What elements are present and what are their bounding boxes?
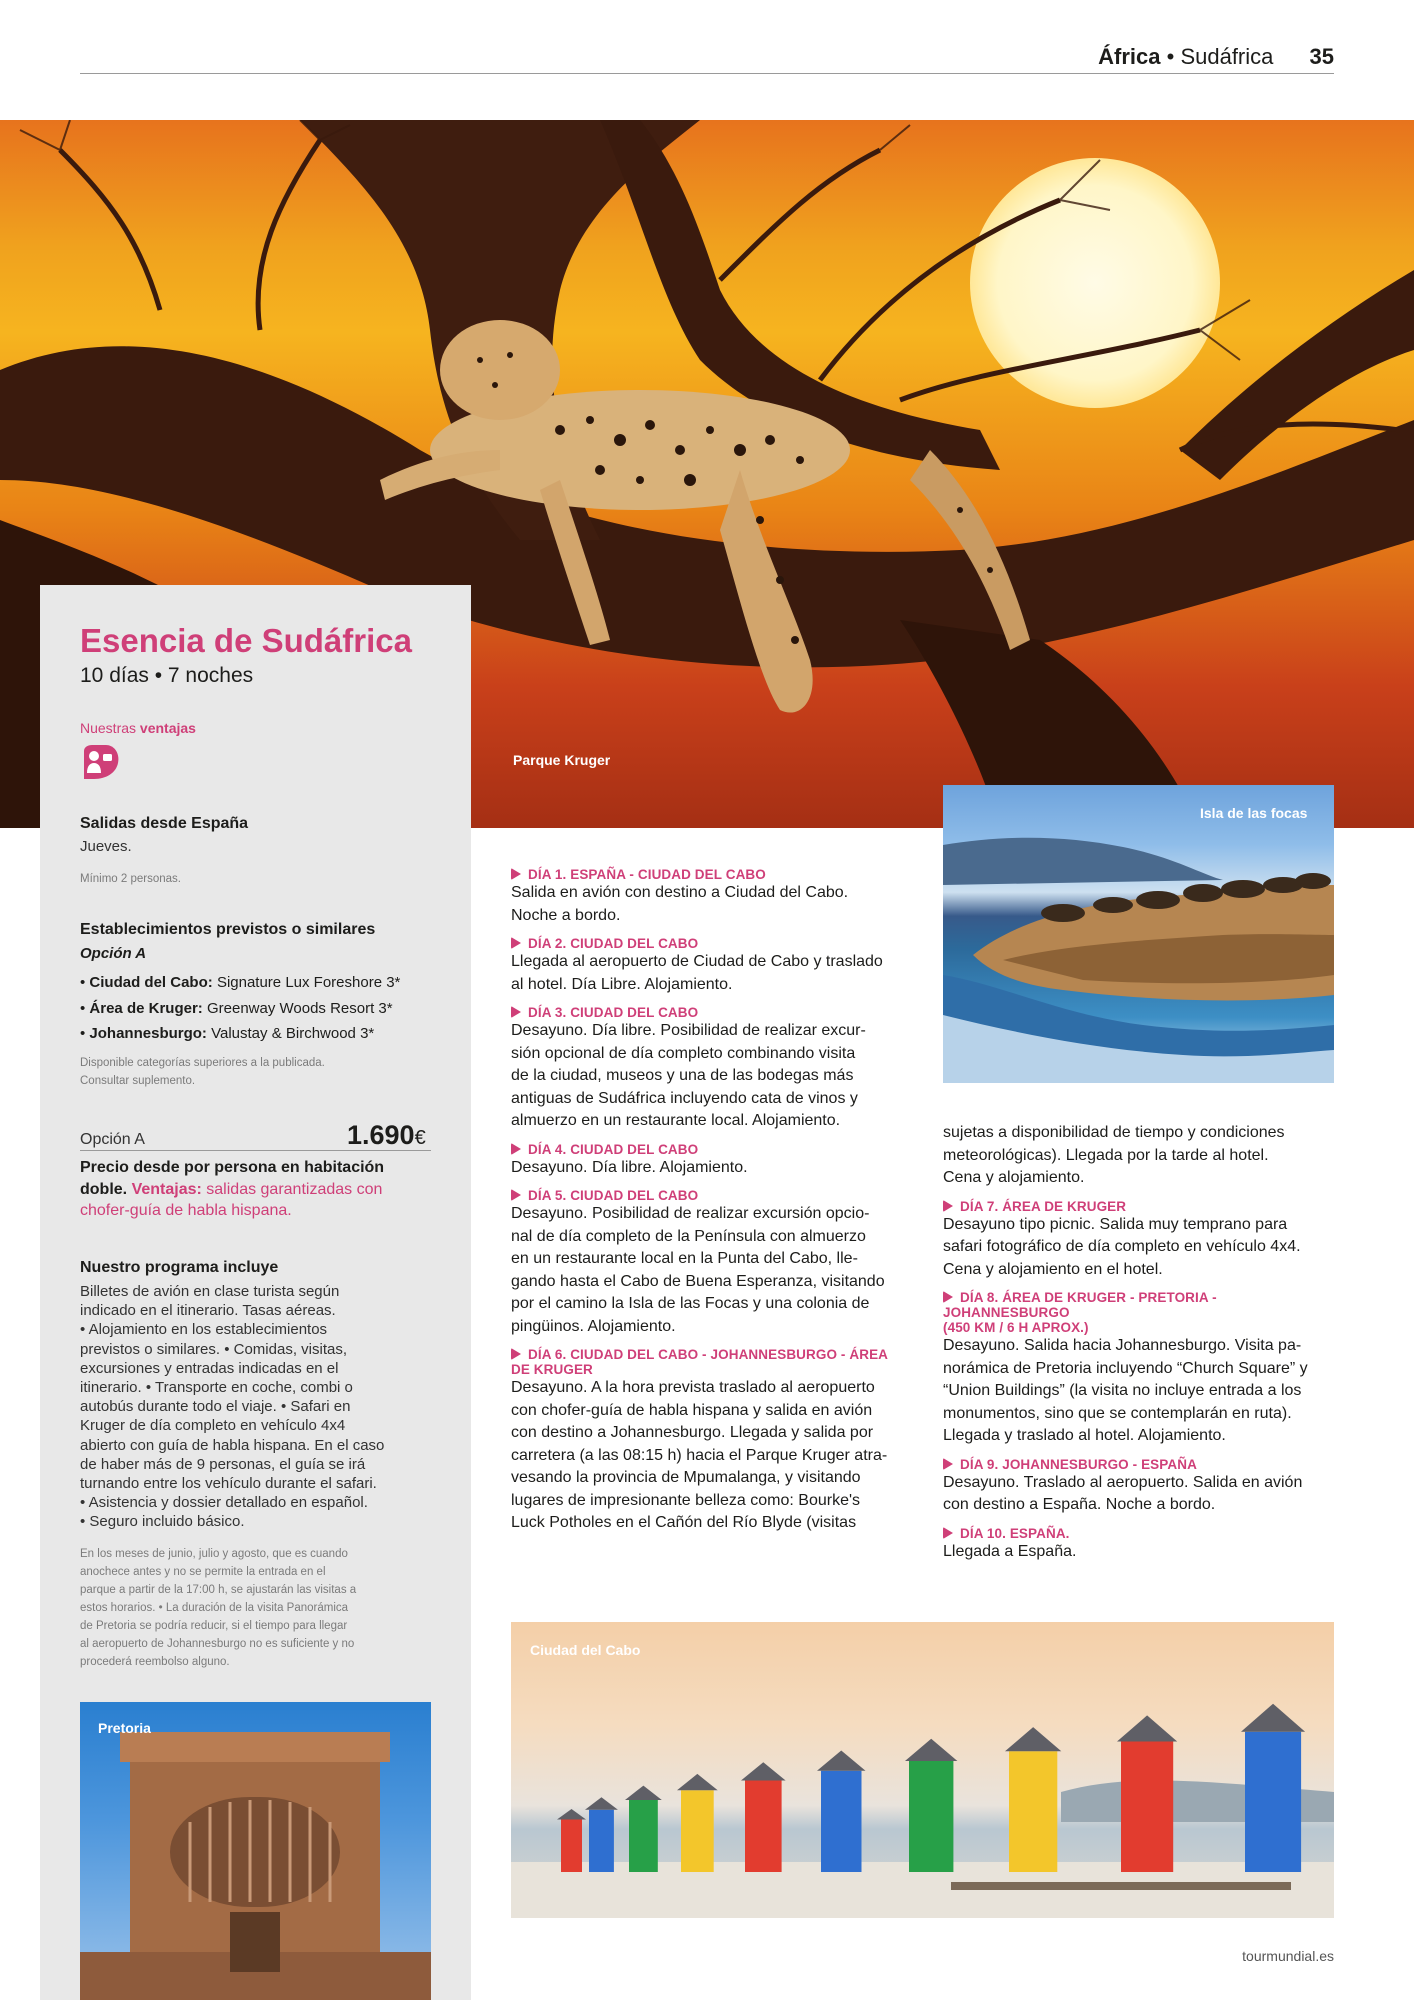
beach-hut-roof	[1005, 1727, 1061, 1751]
day-text-line: Cena y alojamiento en el hotel.	[943, 1260, 1163, 1278]
beach-hut-roof	[625, 1786, 662, 1800]
day-text-line: “Union Buildings” (la visita no incluye entrada a los	[943, 1382, 1302, 1399]
beach-hut-roof	[905, 1739, 957, 1761]
ventajas-label-part1: Nuestras	[80, 720, 137, 736]
price-desc-line: Precio desde por persona en habitación	[80, 1159, 385, 1176]
incluye-line: previstos o similares. • Comidas, visitas,	[80, 1340, 347, 1358]
itinerary-day	[943, 1526, 1338, 1564]
beach-hut	[821, 1771, 862, 1872]
note-line: de Pretoria se podría reducir, si el tiempo para llegar	[80, 1620, 348, 1632]
option-label: Opción A	[80, 945, 147, 962]
day-text-line: Noche a bordo.	[511, 906, 621, 924]
day-text	[943, 1541, 1338, 1564]
day-text-line: con destino a Johannesburgo. Llegada y salida por	[511, 1424, 874, 1441]
header-separator: •	[1166, 44, 1175, 69]
day-text	[943, 1335, 1338, 1448]
hotel-name: Greenway Woods Resort 3*	[206, 999, 393, 1017]
day-text-line: Desayuno. Salida hacia Johannesburgo. Visita pa-	[943, 1337, 1302, 1354]
itinerary-column-2	[943, 1122, 1338, 1572]
disponible-note	[80, 1054, 325, 1090]
header-rule	[80, 73, 1334, 74]
beach-hut-roof	[1241, 1704, 1305, 1732]
page-number: 35	[1309, 44, 1334, 69]
trip-title: Esencia de Sudáfrica	[80, 622, 412, 659]
hotel-list	[80, 970, 400, 1047]
day-heading-cont: (450 KM / 6 H APROX.)	[943, 1320, 1089, 1335]
seal-rocks-illustration	[943, 785, 1334, 1083]
pretoria-caption: Pretoria	[98, 1720, 151, 1736]
day-text	[511, 882, 906, 927]
beach-hut	[1121, 1742, 1173, 1873]
day-6-continuation	[943, 1122, 1338, 1190]
day-text-line: Luck Potholes en el Cañón del Río Blyde (visitas	[511, 1514, 857, 1531]
day-text-line: monumentos, sino que se contemplarán en ruta).	[943, 1404, 1292, 1422]
visit-note	[80, 1545, 356, 1671]
day-text-line: de la ciudad, museos y una de las bodegas más	[511, 1067, 854, 1084]
seal-caption: Isla de las focas	[1200, 805, 1308, 821]
note-line: al aeropuerto de Johannesburgo no es suficiente y no	[80, 1638, 355, 1650]
itinerary-day	[511, 1347, 906, 1535]
bullet-triangle-icon	[511, 1143, 521, 1155]
disponible-line: Disponible categorías superiores a la publicada.	[80, 1057, 325, 1069]
price-option: Opción A	[80, 1131, 145, 1148]
seal-island-photo	[943, 785, 1334, 1083]
day-text-line: Desayuno tipo picnic. Salida muy temprano para	[943, 1215, 1288, 1233]
day-text-line: con destino a España. Noche a bordo.	[943, 1496, 1216, 1513]
beach-hut-roof	[557, 1809, 586, 1820]
incluye-line: • Seguro incluido básico.	[80, 1513, 245, 1531]
day-text-line: sión opcional de día completo combinando visita	[511, 1044, 856, 1062]
beach-hut-roof	[817, 1751, 866, 1771]
disponible-line: Consultar suplemento.	[80, 1075, 196, 1087]
day-heading: DÍA 2. CIUDAD DEL CABO	[511, 936, 906, 951]
day-heading: DÍA 6. CIUDAD DEL CABO - JOHANNESBURGO - ÁREA	[511, 1347, 906, 1362]
beach-hut	[745, 1781, 782, 1873]
incluye-line: abierto con guía de habla hispana. En el caso	[80, 1436, 385, 1454]
hotel-item: • Área de Kruger: Greenway Woods Resort 3*	[80, 999, 393, 1017]
day-heading: DÍA 9. JOHANNESBURGO - ESPAÑA	[943, 1457, 1338, 1472]
bullet-triangle-icon	[511, 1348, 521, 1360]
note-line: En los meses de junio, julio y agosto, que es cuando	[80, 1548, 348, 1560]
price-description	[80, 1157, 384, 1222]
itinerary-day	[943, 1199, 1338, 1282]
day-text-line: nal de día completo de la Península con almuerzo	[511, 1227, 866, 1245]
price-desc-line: doble.	[80, 1180, 128, 1198]
itinerary-day	[943, 1457, 1338, 1517]
page-header	[1098, 44, 1334, 70]
incluye-line: turnando entre los vehículo durante el safari.	[80, 1475, 377, 1493]
beach-hut	[681, 1790, 714, 1872]
day-text	[511, 1020, 906, 1133]
day-text	[511, 951, 906, 996]
price-value	[347, 1120, 426, 1151]
day-text-line: antiguas de Sudáfrica incluyendo cata de vinos y	[511, 1089, 858, 1107]
day-text-line: Llegada al aeropuerto de Ciudad de Cabo y traslado	[511, 953, 883, 970]
bullet-triangle-icon	[943, 1291, 953, 1303]
day-text-line: con chofer-guía de habla hispana y salida en avión	[511, 1401, 873, 1419]
day-heading: DÍA 5. CIUDAD DEL CABO	[511, 1188, 906, 1203]
day-heading: DÍA 4. CIUDAD DEL CABO	[511, 1142, 906, 1157]
beach-hut-roof	[1117, 1715, 1177, 1741]
incluye-line: Billetes de avión en clase turista según	[80, 1283, 340, 1300]
hotel-city: Johannesburgo:	[89, 1025, 207, 1042]
day-text-line: Desayuno. Día libre. Alojamiento.	[511, 1158, 748, 1176]
itinerary-day	[511, 1142, 906, 1180]
day-text-line: Cena y alojamiento.	[943, 1169, 1085, 1186]
beach-hut-roof	[585, 1797, 618, 1809]
day-heading-cont: DE KRUGER	[511, 1362, 593, 1377]
voortrekker-monument-illustration	[80, 1702, 431, 2000]
note-line: anochece antes y no se permite la entrada en el	[80, 1566, 326, 1578]
incluye-line: autobús durante todo el viaje. • Safari en	[80, 1398, 351, 1416]
day-text-line: Desayuno. A la hora prevista traslado al aeropuerto	[511, 1379, 875, 1396]
day-text-line: Desayuno. Día libre. Posibilidad de realizar excur-	[511, 1022, 866, 1039]
beach-hut	[1009, 1751, 1057, 1872]
beach-hut	[1245, 1732, 1301, 1872]
note-line: procederá reembolso alguno.	[80, 1656, 230, 1668]
establecimientos-title: Establecimientos previstos o similares	[80, 921, 376, 938]
beach-hut	[909, 1761, 953, 1872]
hotel-city: Área de Kruger:	[89, 999, 203, 1017]
ventajas-bold: Ventajas:	[131, 1180, 202, 1198]
hero-caption: Parque Kruger	[513, 752, 611, 768]
day-text-line: Llegada a España.	[943, 1542, 1077, 1560]
itinerary-day	[511, 867, 906, 927]
day-heading: DÍA 1. ESPAÑA - CIUDAD DEL CABO	[511, 867, 906, 882]
day-text	[511, 1377, 906, 1535]
day-heading: DÍA 8. ÁREA DE KRUGER - PRETORIA - JOHANNESBURGO	[943, 1290, 1217, 1320]
country-label: Sudáfrica	[1180, 44, 1274, 69]
day-text-line: lugares de impresionante belleza como: Bourke's	[511, 1491, 861, 1509]
hotel-name: Signature Lux Foreshore 3*	[216, 974, 401, 991]
itinerary-day	[511, 1188, 906, 1338]
day-text-line: gando hasta el Cabo de Buena Esperanza, visitando	[511, 1272, 885, 1290]
cape-town-beach-huts-photo	[511, 1622, 1334, 1918]
day-text-line: meteorológicas). Llegada por la tarde al hotel.	[943, 1146, 1269, 1164]
day-text-line: norámica de Pretoria incluyendo “Church Square” y	[943, 1359, 1308, 1377]
day-text-line: carretera (a las 08:15 h) hacia el Parque Kruger atra-	[511, 1446, 888, 1464]
bullet-triangle-icon	[943, 1200, 953, 1212]
day-text-line: vesando la provincia de Mpumalanga, y visitando	[511, 1469, 861, 1486]
incluye-line: indicado en el itinerario. Tasas aéreas.	[80, 1302, 336, 1320]
ventajas-text: chofer-guía de habla hispana.	[80, 1202, 292, 1219]
day-heading: DÍA 3. CIUDAD DEL CABO	[511, 1005, 906, 1020]
day-text	[511, 1157, 906, 1180]
day-text	[511, 1203, 906, 1338]
day-text-line: almuerzo en un restaurante local. Alojamiento.	[511, 1112, 841, 1129]
day-heading: DÍA 10. ESPAÑA.	[943, 1526, 1338, 1541]
day-text-line: al hotel. Día Libre. Alojamiento.	[511, 975, 733, 993]
region-label: África	[1098, 44, 1161, 69]
ventajas-label-part2: ventajas	[139, 720, 196, 736]
incluye-line: excursiones y entradas indicadas en el	[80, 1359, 339, 1377]
day-text-line: pingüinos. Alojamiento.	[511, 1317, 676, 1335]
note-line: parque a partir de la 17:00 h, se ajustarán las visitas a	[80, 1584, 357, 1596]
footer-site: tourmundial.es	[1242, 1948, 1334, 1964]
price-currency: €	[414, 1127, 426, 1149]
incluye-line: de haber más de 9 personas, el guía se irá	[80, 1455, 366, 1473]
itinerary-day	[511, 1005, 906, 1133]
price-amount: 1.690	[347, 1120, 415, 1150]
bullet-triangle-icon	[511, 1006, 521, 1018]
incluye-line: • Alojamiento en los establecimientos	[80, 1321, 328, 1339]
itinerary-column-1	[511, 867, 906, 1544]
day-text-line: en un restaurante local en la Punta del Cabo, lle-	[511, 1250, 858, 1267]
beach-hut	[589, 1810, 614, 1872]
incluye-line: itinerario. • Transporte en coche, combi o	[80, 1379, 353, 1397]
guide-person-icon	[80, 743, 120, 781]
itinerary-day	[511, 936, 906, 996]
hotel-city: Ciudad del Cabo:	[89, 974, 213, 991]
incluye-line: Kruger de día completo en vehículo 4x4	[80, 1417, 346, 1435]
bullet-triangle-icon	[943, 1527, 953, 1539]
incluye-title: Nuestro programa incluye	[80, 1259, 279, 1276]
ventajas-text: salidas garantizadas con	[206, 1180, 383, 1198]
beach-hut	[561, 1820, 582, 1873]
day-text-line: por el camino la Isla de las Focas y una colonia de	[511, 1295, 870, 1312]
bullet-triangle-icon	[511, 937, 521, 949]
hotel-item: • Ciudad del Cabo: Signature Lux Foreshore 3*	[80, 974, 401, 991]
day-text	[943, 1472, 1338, 1517]
beach-hut-roof	[741, 1762, 786, 1780]
pretoria-photo	[80, 1702, 431, 2000]
day-text-line: safari fotográfico de día completo en vehículo 4x4.	[943, 1238, 1301, 1255]
ventajas-label	[80, 720, 196, 736]
day-text-line: Llegada y traslado al hotel. Alojamiento.	[943, 1427, 1226, 1444]
hotel-name: Valustay & Birchwood 3*	[211, 1025, 375, 1042]
bullet-triangle-icon	[511, 868, 521, 880]
hotel-item: • Johannesburgo: Valustay & Birchwood 3*	[80, 1025, 375, 1042]
day-text-line: Desayuno. Posibilidad de realizar excursión opcio-	[511, 1205, 870, 1222]
trip-duration: 10 días • 7 noches	[80, 664, 254, 687]
minimo-personas: Mínimo 2 personas.	[80, 873, 181, 885]
bullet-triangle-icon	[943, 1458, 953, 1470]
day-text-line: Desayuno. Traslado al aeropuerto. Salida en avión	[943, 1473, 1303, 1491]
cape-town-caption: Ciudad del Cabo	[530, 1642, 641, 1658]
day-text-line: Salida en avión con destino a Ciudad del Cabo.	[511, 884, 849, 901]
itinerary-day	[943, 1290, 1338, 1448]
salidas-day: Jueves.	[80, 838, 132, 855]
day-heading: DÍA 7. ÁREA DE KRUGER	[943, 1199, 1338, 1214]
incluye-text	[80, 1282, 384, 1532]
day-text	[943, 1214, 1338, 1282]
day-text-line: sujetas a disponibilidad de tiempo y condiciones	[943, 1124, 1285, 1141]
salidas-title: Salidas desde España	[80, 815, 249, 832]
note-line: estos horarios. • La duración de la visita Panorámica	[80, 1602, 349, 1614]
bullet-triangle-icon	[511, 1189, 521, 1201]
beach-hut	[629, 1800, 658, 1872]
incluye-line: • Asistencia y dossier detallado en español.	[80, 1494, 368, 1512]
beach-hut-roof	[677, 1774, 718, 1790]
beach-huts-illustration	[511, 1622, 1334, 1918]
price-divider	[80, 1150, 431, 1151]
